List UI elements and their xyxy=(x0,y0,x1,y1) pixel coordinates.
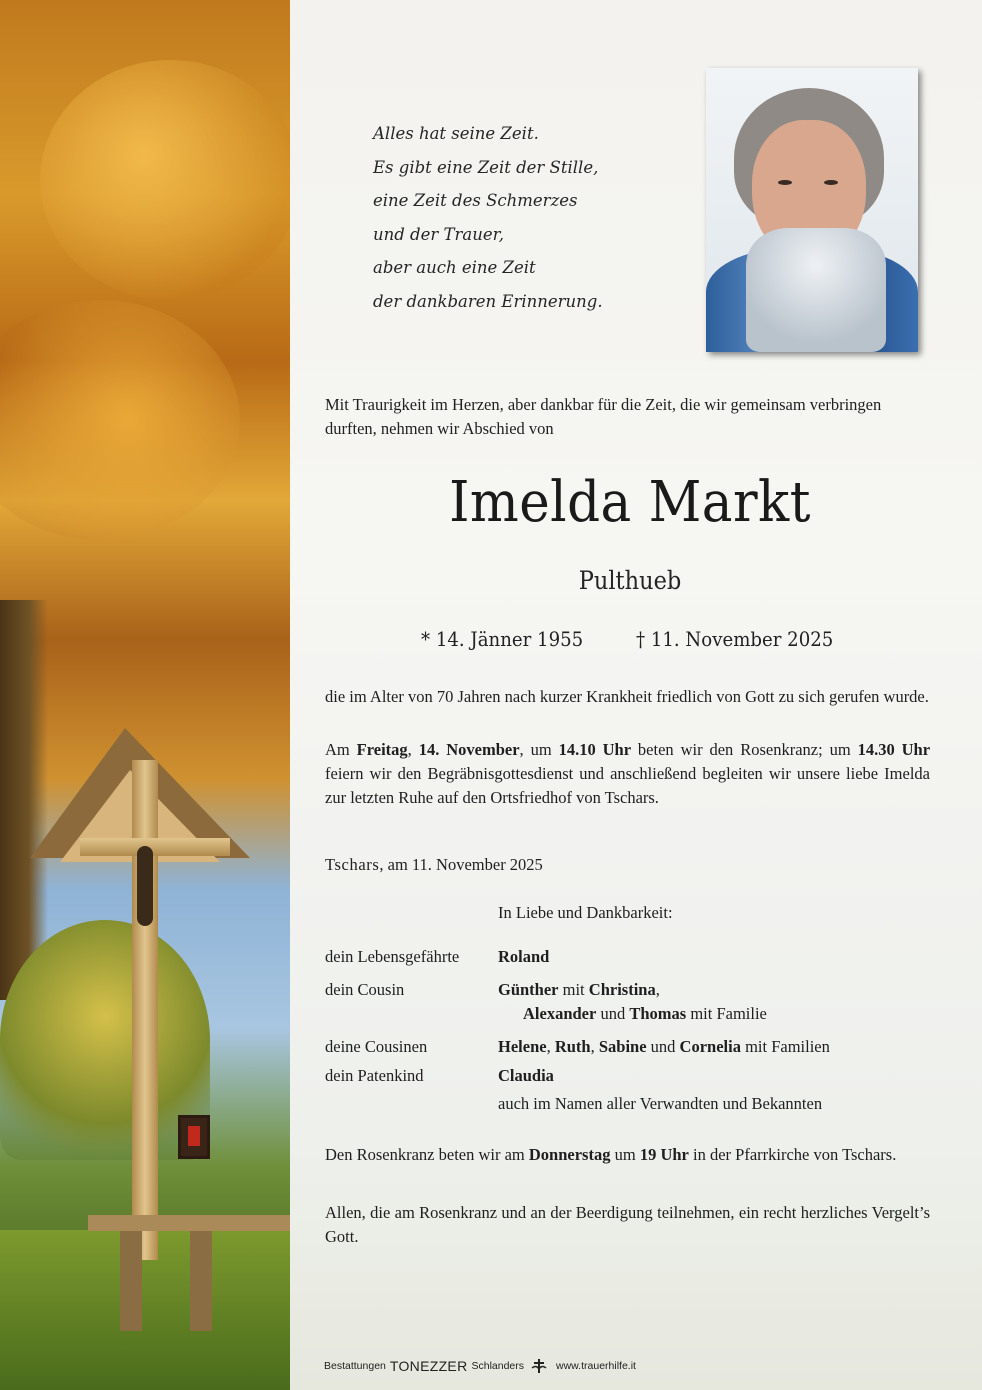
poem-line: der dankbaren Erinnerung. xyxy=(373,291,603,311)
website-link[interactable]: www.trauerhilfe.it xyxy=(556,1360,636,1372)
bench-leg xyxy=(190,1231,212,1331)
wayside-cross-post xyxy=(132,760,158,1260)
family-role: dein Lebensgefährte xyxy=(325,947,460,966)
relatives-line: auch im Namen aller Verwandten und Bekannten xyxy=(498,1094,823,1113)
intro-text: Mit Traurigkeit im Herzen, aber dankbar für die Zeit, die wir gemeinsam verbringen durften, nehmen wir Abschied von xyxy=(325,395,882,438)
crucifix-figure xyxy=(137,846,153,926)
autumn-tree-cross-photo xyxy=(0,0,290,1390)
birth-date: * 14. Jänner 1955 xyxy=(421,628,584,651)
mass-time: 14.30 Uhr xyxy=(857,740,931,759)
bench-leg xyxy=(120,1231,142,1331)
funeral-day: Freitag xyxy=(356,740,408,759)
family-role: dein Cousin xyxy=(325,980,405,999)
closing-line: In Liebe und Dankbarkeit: xyxy=(498,903,673,922)
wooden-bench xyxy=(88,1215,290,1231)
foliage xyxy=(0,300,240,540)
rosary-notice: Den Rosenkranz beten wir am Donnerstag um 19 Uhr in der Pfarrkirche von Tschars. xyxy=(325,1145,897,1164)
poem-line: Es gibt eine Zeit der Stille, xyxy=(373,157,599,177)
funeral-home-name: TONEZZER xyxy=(389,1358,468,1374)
poem-line: Alles hat seine Zeit. xyxy=(373,124,539,143)
place-and-date: Tschars, am 11. November 2025 xyxy=(325,855,543,874)
wayside-cross-bar xyxy=(80,838,230,856)
poem-line: eine Zeit des Schmerzes xyxy=(373,191,578,210)
poem-line: und der Trauer, xyxy=(373,224,504,244)
house-name: Pulthueb xyxy=(578,566,682,595)
poem xyxy=(373,117,693,318)
death-date: † 11. November 2025 xyxy=(636,628,834,651)
funeral-home-footer: Bestattungen TONEZZER Schlanders www.trauerhilfe.it xyxy=(324,1358,636,1374)
family-member: Claudia xyxy=(498,1066,554,1085)
poem-line: aber auch eine Zeit xyxy=(373,258,536,277)
thanks-text: Allen, die am Rosenkranz und an der Beerdigung teilnehmen, ein recht herzliches Vergelt’s Gott. xyxy=(325,1203,930,1246)
rosary-time: 14.10 Uhr xyxy=(558,740,632,759)
passing-text: die im Alter von 70 Jahren nach kurzer Krankheit friedlich von Gott zu sich gerufen wurde. xyxy=(325,687,929,706)
family-member: Roland xyxy=(498,947,550,966)
family-role: dein Patenkind xyxy=(325,1066,424,1085)
deceased-name: Imelda Markt xyxy=(449,470,811,535)
portrait-photo xyxy=(706,68,918,352)
dove-cross-icon xyxy=(530,1358,548,1374)
grave-lantern xyxy=(178,1115,210,1159)
funeral-date: 14. November xyxy=(418,740,520,759)
foliage xyxy=(40,60,290,300)
family-role: deine Cousinen xyxy=(325,1037,428,1056)
funeral-schedule: Am Freitag, 14. November, um 14.10 Uhr beten wir den Rosenkranz; um 14.30 Uhr feiern wir den Begräbnisgottesdienst und anschließend begleiten wir unsere liebe Imelda zur letzten Ruhe auf den Ortsfriedhof von Tschars. xyxy=(325,740,931,807)
